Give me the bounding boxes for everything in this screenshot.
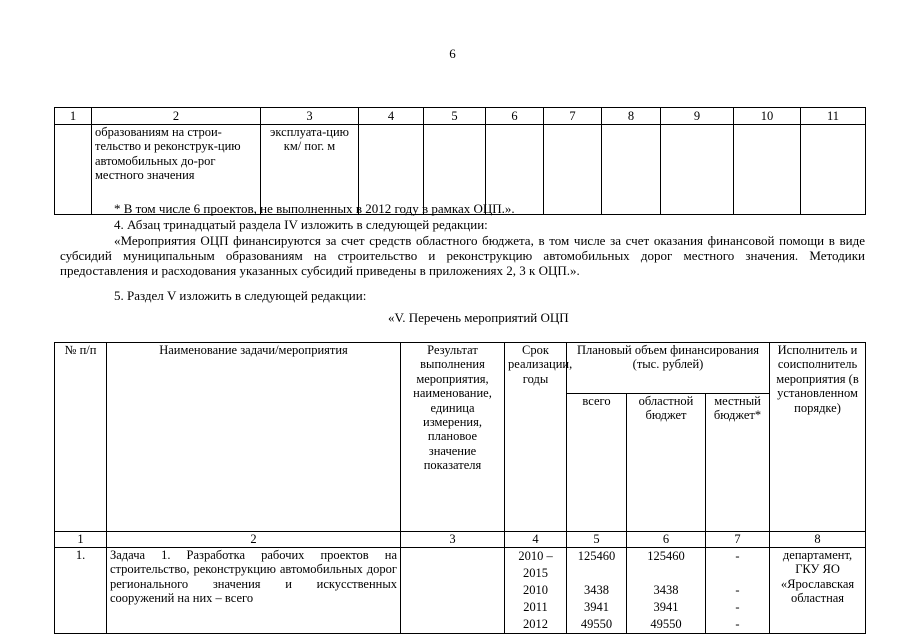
- table1-colnum: 1: [55, 108, 92, 125]
- total-value: [570, 565, 623, 582]
- table1-column-numbers: [55, 108, 866, 125]
- regional-value: 3438: [653, 583, 679, 597]
- table1-colnum: 3: [261, 108, 359, 125]
- local-value: -: [735, 617, 740, 631]
- header-regional: областной бюджет: [627, 394, 706, 532]
- table2-colnum: 8: [770, 532, 866, 548]
- regional-value: 125460: [647, 549, 685, 563]
- table2-colnum: 7: [706, 532, 770, 548]
- header-result: Результат выполнения мероприятия, наименование, единица измерения, плановое значение показателя: [401, 343, 505, 532]
- row-executor: департамент, ГКУ ЯО «Ярославская областная: [770, 548, 866, 634]
- row-task-name: Задача 1. Разработка рабочих проектов на строительство, реконструкцию автомобильных дорог регионального значения и искусственных сооружений на них – всего: [107, 548, 401, 634]
- row-local: [706, 548, 770, 634]
- table1-cell-description: образованиям на строи-тельство и реконструк-цию автомобильных до-рог местного значения: [92, 125, 261, 215]
- page-number: 6: [449, 46, 456, 61]
- local-value: [709, 565, 766, 582]
- quote-paragraph: «Мероприятия ОЦП финансируются за счет средств областного бюджета, в том числе за счет оказания финансовой помощи в виде субсидий муниципальным образованиям на строительство и реконструкцию автомобильных дорог местного значения. Методики предоставления и расходования указанных субсидий приведены в приложениях 2, 3 к ОЦП.».: [60, 233, 865, 278]
- header-executor: Исполнитель и соисполнитель мероприятия (в установленном порядке): [770, 343, 866, 532]
- table1-colnum: 6: [486, 108, 544, 125]
- table1-colnum: 2: [92, 108, 261, 125]
- year-value: 2010: [523, 583, 548, 597]
- year-value: 2015: [523, 566, 548, 580]
- section-heading: «V. Перечень мероприятий ОЦП: [388, 310, 569, 325]
- table1-colnum: 9: [661, 108, 734, 125]
- item-4: 4. Абзац тринадцатый раздела IV изложить в следующей редакции:: [114, 217, 488, 232]
- table1-colnum: 7: [544, 108, 602, 125]
- item-5: 5. Раздел V изложить в следующей редакции:: [114, 288, 367, 303]
- row-no: 1.: [55, 548, 107, 634]
- table1-colnum: 5: [424, 108, 486, 125]
- table2-header-row: [55, 343, 866, 394]
- header-funding: Плановый объем финансирования (тыс. рублей): [567, 343, 770, 394]
- table2-row: [55, 548, 866, 634]
- table2-column-numbers: [55, 532, 866, 548]
- header-local: местный бюджет*: [706, 394, 770, 532]
- header-term: Срок реализации, годы: [505, 343, 567, 532]
- table2-colnum: 6: [627, 532, 706, 548]
- regional-value: 49550: [650, 617, 682, 631]
- regional-value: 3941: [653, 600, 679, 614]
- table1-colnum: 10: [734, 108, 801, 125]
- table2-colnum: 4: [505, 532, 567, 548]
- year-value: 2011: [523, 600, 548, 614]
- year-value: 2012: [523, 617, 548, 631]
- table2-colnum: 3: [401, 532, 505, 548]
- table2-colnum: 1: [55, 532, 107, 548]
- header-total: всего: [567, 394, 627, 532]
- table1-colnum: 4: [359, 108, 424, 125]
- table1-cell-unit: эксплуата-цию км/ пог. м: [261, 125, 359, 215]
- table2-colnum: 5: [567, 532, 627, 548]
- total-value: 3941: [584, 600, 609, 614]
- total-value: 49550: [580, 617, 613, 631]
- total-value: 3438: [584, 583, 609, 597]
- row-regional: [627, 548, 706, 634]
- header-no: № п/п: [55, 343, 107, 532]
- table1-colnum: 11: [801, 108, 866, 125]
- header-name: Наименование задачи/мероприятия: [107, 343, 401, 532]
- table1-colnum: 8: [602, 108, 661, 125]
- local-value: -: [735, 549, 740, 563]
- table2-colnum: 2: [107, 532, 401, 548]
- regional-value: [630, 565, 702, 582]
- continuation-table: [54, 107, 866, 215]
- local-value: -: [735, 583, 740, 597]
- year-value: 2010 –: [518, 549, 553, 563]
- total-value: 125460: [577, 549, 616, 563]
- local-value: -: [735, 600, 740, 614]
- measures-table: [54, 342, 866, 634]
- row-total: [567, 548, 627, 634]
- footnote: * В том числе 6 проектов, не выполненных в 2012 году в рамках ОЦП.».: [114, 201, 515, 216]
- row-result: [401, 548, 505, 634]
- row-years: [505, 548, 567, 634]
